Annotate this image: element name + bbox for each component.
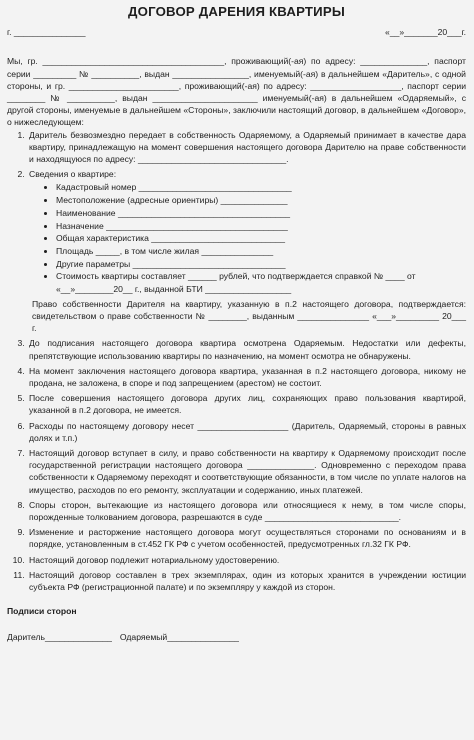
clause-text: Настоящий договор составлен в трех экземплярах, один из которых хранится в учреждении юстиции субъекта РФ (регистрационной палате) и по экземпляру у каждой из сторон. xyxy=(29,569,466,593)
date-field: «__»_______20___г. xyxy=(385,27,466,38)
clause-7 xyxy=(27,447,466,496)
detail-item: • Площадь _____, в том числе жилая _______________ xyxy=(56,245,466,257)
clause-6 xyxy=(27,420,466,444)
clause-text: Расходы по настоящему договору несет ___________________ (Даритель, Одаряемый, стороны в равных долях и т.п.) xyxy=(29,420,466,443)
clause-9 xyxy=(27,526,466,550)
donor-signature: Даритель______________ xyxy=(7,632,112,643)
detail-item: • Общая характеристика ____________________________ xyxy=(56,232,466,244)
detail-item: • Стоимость квартиры составляет ______ рублей, что подтверждается справкой № ____ от «__»________20__ г., выданной БТИ __________________ xyxy=(56,270,466,294)
recipient-signature: Одаряемый_______________ xyxy=(119,632,239,643)
clause-text: После совершения настоящего договора других лиц, сохраняющих право пользования квартирой, указанной в п.2 договора, не имеется. xyxy=(29,393,466,416)
detail-item: • Другие параметры ________________________________ xyxy=(56,258,466,270)
clauses-list xyxy=(7,129,466,594)
clause-5 xyxy=(27,392,466,416)
clause-8 xyxy=(27,499,466,523)
signatures-row xyxy=(7,631,466,643)
clause-text: Споры сторон, вытекающие из настоящего договора или относящиеся к нему, в том числе споры, порожденные толкованием договора, разрешаются в суде ____________________________. xyxy=(29,499,466,523)
clause-11 xyxy=(27,569,466,593)
clause-2 xyxy=(27,168,466,334)
detail-item: • Местоположение (адресные ориентиры) ______________ xyxy=(56,194,466,206)
city-field: г. _______________ xyxy=(7,27,86,38)
detail-item: • Кадастровый номер ________________________________ xyxy=(56,181,466,193)
detail-item: • Наименование ____________________________________ xyxy=(56,207,466,219)
clause-text: Сведения о квартире: xyxy=(29,169,117,180)
clause-1 xyxy=(27,129,466,166)
apartment-details-list xyxy=(29,181,466,294)
signatures-heading: Подписи сторон xyxy=(7,606,77,617)
detail-item: • Назначение ______________________________________ xyxy=(56,220,466,232)
clause-4 xyxy=(27,365,466,389)
clause-10 xyxy=(27,554,466,566)
clause-text: Изменение и расторжение настоящего договора могут осуществляться сторонами по основаниям и в порядке, установленным в ст.452 ГК РФ с учетом особенностей, предусмотренных гл.32 ГК РФ. xyxy=(29,527,466,550)
clause-text: Настоящий договор подлежит нотариальному удостоверению. xyxy=(29,554,280,565)
header-row xyxy=(7,26,466,38)
ownership-note: Право собственности Дарителя на квартиру, указанную в п.2 настоящего договора, подтверждается: свидетельством о праве собственности № ________, выданным _______________ «___»_________ 20___ г. xyxy=(32,298,466,334)
clause-3 xyxy=(27,337,466,361)
clause-text: На момент заключения настоящего договора квартира, указанная в п.2 настоящего договора, никому не продана, не заложена, в споре и под запрещением (арестом) не состоит. xyxy=(29,365,466,388)
intro-paragraph: Мы, гр. ______________________________________, проживающий(-ая) по адресу: ______________, паспорт серии _________ № __________, выдан ________________, именуемый(-ая) в дальнейшем «Даритель», с одной стороны, и гр. _______________________, проживающий(-ая) по адресу: ___________________, паспорт серии ________ № __________, выдан ______________________ именуемый(-ая) в дальнейшем «Одаряемый», с другой стороны, именуемые в дальнейшем «Стороны», заключили настоящий договор, в дальнейшем «Договор», о нижеследующем: xyxy=(7,56,466,128)
document-title: ДОГОВОР ДАРЕНИЯ КВАРТИРЫ xyxy=(128,4,345,19)
clause-text: Даритель безвозмездно передает в собственность Одаряемому, а Одаряемый принимает в качестве дара квартиру, принадлежащую на момент совершения настоящего договора Дарителю на праве собственности и находящуюся по адресу: _______________________________. xyxy=(29,129,466,165)
clause-text: Настоящий договор вступает в силу, и право собственности на квартиру к Одаряемому происходит после государственной регистрации настоящего договора ______________. Одновременно с переходом права собственности к Одаряемому переходят и соответствующие обязанности, в том числе по уплате налогов на имущество, расходов по его ремонту, эксплуатации и содержанию, иных платежей. xyxy=(29,448,466,495)
clause-text: До подписания настоящего договора квартира осмотрена Одаряемым. Недостатки или дефекты, препятствующие использованию квартиры по назначению, на момент осмотра не обнаружены. xyxy=(29,338,466,361)
